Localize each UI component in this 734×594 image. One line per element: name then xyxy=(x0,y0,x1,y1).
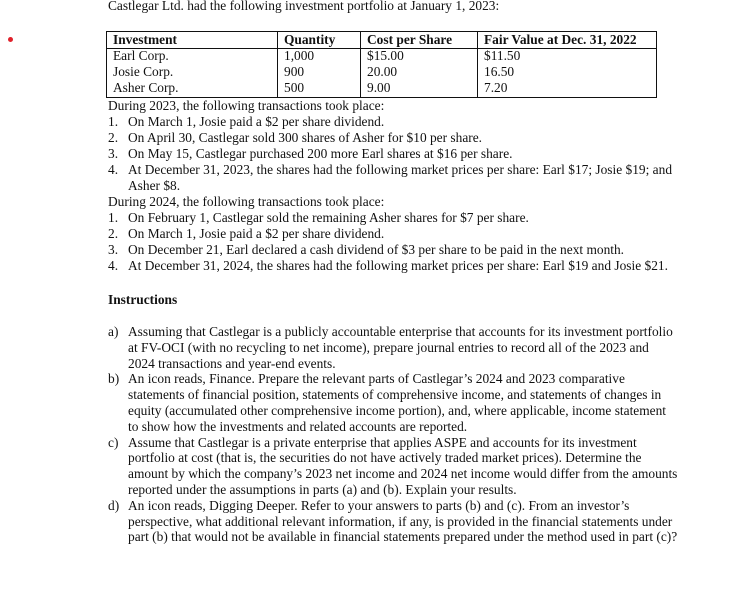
list-2023 xyxy=(108,114,708,194)
list-item xyxy=(108,210,708,226)
cell-fair-value: 16.50 xyxy=(478,65,657,81)
question-label: c) xyxy=(108,434,119,450)
item-text: On April 30, Castlegar sold 300 shares of Asher for $10 per share. xyxy=(128,130,483,145)
transactions-2024 xyxy=(108,194,708,274)
transactions-2023 xyxy=(108,98,708,194)
cell-cost: 20.00 xyxy=(361,65,478,81)
question-text: An icon reads, Finance. Prepare the relevant parts of Castlegar’s 2024 and 2023 comparative statements of financial position, statements of comprehensive income, and statements of changes in equity (accumulated other comprehensive income portion), and, where applicable, income statement to show how the investments and related accounts are reported. xyxy=(128,371,667,434)
question-a xyxy=(108,324,678,371)
question-label: b) xyxy=(108,371,120,387)
heading-2023: During 2023, the following transactions took place: xyxy=(108,98,385,113)
table-row xyxy=(107,48,657,65)
list-item xyxy=(108,130,708,146)
item-number: 1. xyxy=(108,114,119,129)
item-number: 2. xyxy=(108,130,119,145)
list-item xyxy=(108,258,708,274)
cell-cost: $15.00 xyxy=(361,48,478,65)
cell-investment: Earl Corp. xyxy=(107,48,278,65)
heading-2024: During 2024, the following transactions took place: xyxy=(108,194,385,209)
item-text: On December 21, Earl declared a cash dividend of $3 per share to be paid in the next month. xyxy=(128,242,625,257)
item-text: On March 1, Josie paid a $2 per share dividend. xyxy=(128,114,385,129)
item-number: 2. xyxy=(108,226,119,241)
item-number: 1. xyxy=(108,210,119,225)
header-cost-per-share: Cost per Share xyxy=(361,32,478,49)
header-fair-value: Fair Value at Dec. 31, 2022 xyxy=(478,32,657,49)
list-item xyxy=(108,162,708,194)
list-item xyxy=(108,146,708,162)
question-c xyxy=(108,435,678,498)
table-row xyxy=(107,65,657,81)
cell-cost: 9.00 xyxy=(361,81,478,98)
header-quantity: Quantity xyxy=(278,32,361,49)
intro-text: Castlegar Ltd. had the following investment portfolio at January 1, 2023: xyxy=(108,0,500,13)
question-text: Assuming that Castlegar is a publicly accountable enterprise that accounts for its investment portfolio at FV-OCI (with no recycling to net income), prepare journal entries to record all of the 2023 and 2024 transactions and year-end events. xyxy=(128,324,673,371)
item-text: At December 31, 2023, the shares had the following market prices per share: Earl $17; Josie $19; and Asher $8. xyxy=(128,162,673,193)
list-item xyxy=(108,114,708,130)
cell-quantity: 900 xyxy=(278,65,361,81)
question-text: An icon reads, Digging Deeper. Refer to your answers to parts (b) and (c). From an investor’s perspective, what additional relevant information, if any, is provided in the financial statements under part (b) that would not be available in financial statements prepared under the method used in part (c)? xyxy=(128,497,678,545)
item-text: On May 15, Castlegar purchased 200 more Earl shares at $16 per share. xyxy=(128,146,513,161)
question-d xyxy=(108,498,678,545)
item-text: At December 31, 2024, the shares had the following market prices per share: Earl $19 and Josie $21. xyxy=(128,258,668,273)
header-investment: Investment xyxy=(107,32,278,49)
instructions-list xyxy=(108,324,678,545)
portfolio-table xyxy=(106,31,657,98)
item-number: 4. xyxy=(108,258,119,273)
question-label: a) xyxy=(108,324,119,339)
item-text: On February 1, Castlegar sold the remaining Asher shares for $7 per share. xyxy=(128,210,529,225)
question-b xyxy=(108,371,678,434)
cell-quantity: 500 xyxy=(278,81,361,98)
cell-quantity: 1,000 xyxy=(278,48,361,65)
item-text: On March 1, Josie paid a $2 per share dividend. xyxy=(128,226,385,241)
table-row xyxy=(107,81,657,98)
table-header-row xyxy=(107,32,657,49)
list-2024 xyxy=(108,210,708,274)
cell-investment: Asher Corp. xyxy=(107,81,278,98)
cell-investment: Josie Corp. xyxy=(107,65,278,81)
item-number: 3. xyxy=(108,242,119,257)
cell-fair-value: $11.50 xyxy=(478,48,657,65)
question-text: Assume that Castlegar is a private enterprise that applies ASPE and accounts for its investment portfolio at cost (that is, the securities do not have actively traded market prices). Determine the amount by which the company’s 2023 net income and 2024 net income would differ from the amounts reported under the assumptions in parts (a) and (b). Explain your results. xyxy=(128,434,678,497)
red-bullet-marker xyxy=(8,37,13,42)
list-item xyxy=(108,242,708,258)
item-number: 4. xyxy=(108,162,119,177)
cell-fair-value: 7.20 xyxy=(478,81,657,98)
list-item xyxy=(108,226,708,242)
question-label: d) xyxy=(108,497,120,513)
instructions-heading: Instructions xyxy=(108,292,178,307)
item-number: 3. xyxy=(108,146,119,161)
